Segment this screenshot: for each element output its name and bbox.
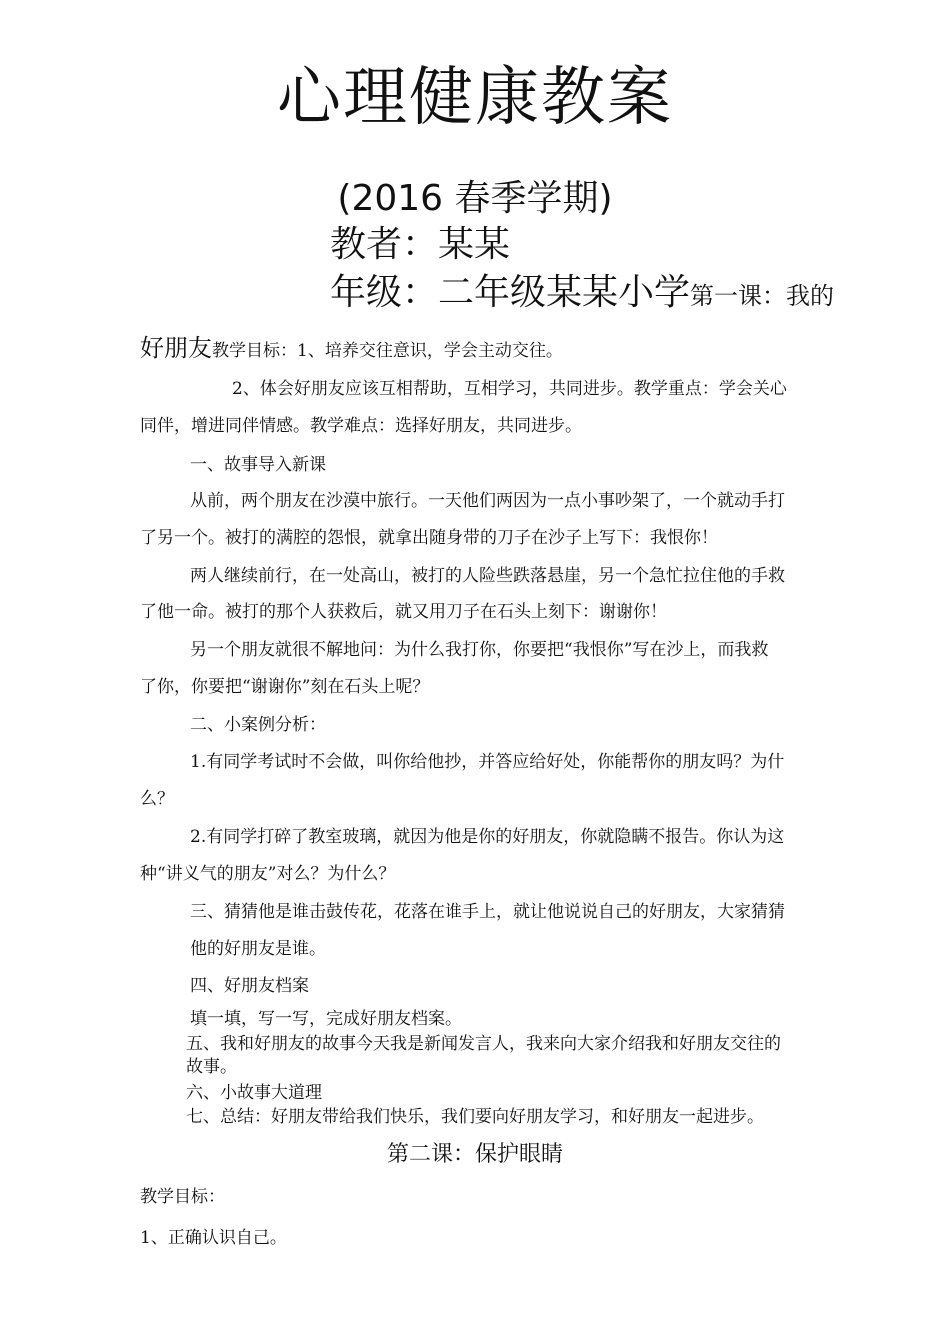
story-paragraph2-line1: 两人继续前行，在一处高山，被打的人险些跌落悬崖，另一个急忙拉住他的手救: [190, 566, 785, 586]
lesson2-goal1: 1、正确认识自己。: [140, 1228, 287, 1248]
story-paragraph1-line1: 从前，两个朋友在沙漠中旅行。一天他们两因为一点小事吵架了，一个就动手打: [190, 491, 785, 511]
story-paragraph3-line1: 另一个朋友就很不解地问：为什么我打你，你要把“我恨你”写在沙上，而我救: [190, 640, 769, 660]
lesson1-goal1-row: [140, 333, 563, 366]
story-paragraph3-line2: 了你，你要把“谢谢你”刻在石头上呢？: [140, 677, 430, 697]
lesson2-title: 第二课：保护眼睛: [386, 1142, 563, 1167]
grade-row: [330, 270, 834, 322]
story-paragraph1-line2: 了另一个。被打的满腔的怨恨，就拿出随身带的刀子在沙子上写下：我恨你！: [140, 528, 718, 548]
semester-line: (2016 春季学期): [337, 178, 613, 219]
lesson1-goal2-line1: 2、体会好朋友应该互相帮助，互相学习，共同进步。教学重点：学会关心: [232, 379, 787, 399]
case2-line1: 2.有同学打碎了教室玻璃，就因为他是你的好朋友，你就隐瞒不报告。你认为这: [190, 827, 785, 847]
section4-heading: 四、好朋友档案: [190, 976, 309, 996]
grade-line: 年级：二年级某某小学: [330, 272, 691, 313]
lesson1-title-part2: 好朋友: [140, 334, 212, 362]
section7-summary: 七、总结：好朋友带给我们快乐，我们要向好朋友学习，和好朋友一起进步。: [186, 1107, 764, 1127]
document-title: 心理健康教案: [277, 61, 673, 135]
section4-body: 填一填，写一写，完成好朋友档案。: [190, 1009, 462, 1029]
lesson1-goal1: 教学目标：1、培养交往意识，学会主动交往。: [212, 341, 563, 361]
section2-heading: 二、小案例分析：: [190, 715, 326, 735]
case1-line2: 么？: [140, 789, 174, 809]
section5-line2: 故事。: [186, 1057, 237, 1077]
case1-line1: 1.有同学考试时不会做，叫你给他抄，并答应给好处，你能帮你的朋友吗？为什: [190, 752, 785, 772]
lesson2-goal-heading: 教学目标：: [140, 1187, 225, 1207]
section3-line2: 他的好朋友是谁。: [190, 939, 326, 959]
section5-line1: 五、我和好朋友的故事今天我是新闻发言人，我来向大家介绍我和好朋友交往的: [186, 1034, 781, 1054]
lesson1-title-part1: 第一课：我的: [690, 282, 835, 310]
lesson1-goal2-line2: 同伴，增进同伴情感。教学难点：选择好朋友，共同进步。: [140, 416, 582, 436]
case2-line2: 种“讲义气的朋友”对么？为什么？: [140, 864, 396, 884]
story-paragraph2-line2: 了他一命。被打的那个人获救后，就又用刀子在石头上刻下：谢谢你！: [140, 602, 667, 622]
section3-line1: 三、猜猜他是谁击鼓传花，花落在谁手上，就让他说说自己的好朋友，大家猜猜: [190, 902, 785, 922]
teacher-line: 教者：某某: [330, 224, 511, 265]
section1-heading: 一、故事导入新课: [190, 455, 326, 475]
section6-heading: 六、小故事大道理: [186, 1083, 322, 1103]
